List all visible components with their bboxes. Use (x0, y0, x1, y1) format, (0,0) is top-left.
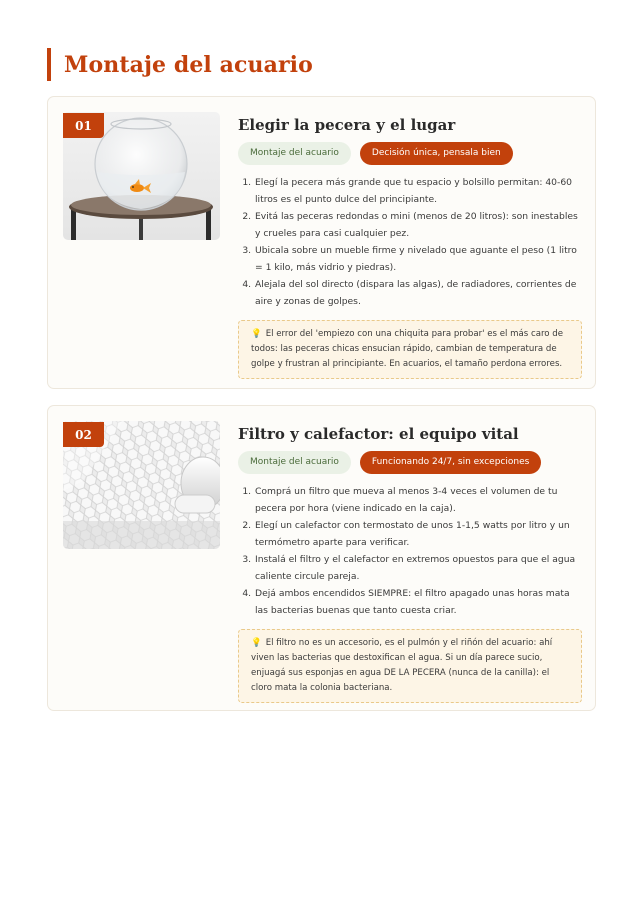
list-item: 3. Instalá el filtro y el calefactor en extremos opuestos para que el agua caliente circule pareja. (254, 551, 582, 585)
step-card (47, 96, 596, 389)
step-number-badge: 01 (63, 113, 104, 138)
step-title: Elegir la pecera y el lugar (238, 116, 456, 134)
list-item: 2. Elegí un calefactor con termostato de unos 1-1,5 watts por litro y un termómetro aparte para verificar. (254, 517, 582, 551)
tag-row (238, 451, 582, 474)
tag-row (238, 142, 582, 165)
list-item: 1. Elegí la pecera más grande que tu espacio y bolsillo permitan: 40-60 litros es el punto dulce del principiante. (254, 174, 582, 208)
lightbulb-icon: 💡 (251, 638, 262, 648)
list-item: 2. Evitá las peceras redondas o mini (menos de 20 litros): son inestables y crueles para casi cualquier pez. (254, 208, 582, 242)
tip-box (238, 629, 582, 703)
step-content (238, 97, 582, 379)
step-list (238, 483, 582, 619)
tip-text: El filtro no es un accesorio, es el pulmón y el riñón del acuario: ahí viven las bacterias que destoxifican el agua. Si un día parece sucio, enjuagá sus esponjas en agua DE LA PECERA (nunca de la canilla): el cloro mata la colonia bacteriana. (251, 638, 553, 693)
step-title: Filtro y calefactor: el equipo vital (238, 425, 519, 443)
category-tag: Montaje del acuario (238, 142, 351, 165)
page-title: Montaje del acuario (64, 51, 313, 78)
list-item: 3. Ubicala sobre un mueble firme y nivelado que aguante el peso (1 litro = 1 kilo, más vidrio y piedras). (254, 242, 582, 276)
step-list (238, 174, 582, 310)
note-tag: Decisión única, pensala bien (360, 142, 513, 165)
list-item: 1. Comprá un filtro que mueva al menos 3-4 veces el volumen de tu pecera por hora (viene indicado en la caja). (254, 483, 582, 517)
accent-bar (47, 48, 51, 81)
page-header (47, 48, 313, 81)
tip-box (238, 320, 582, 379)
lightbulb-icon: 💡 (251, 329, 262, 339)
step-content (238, 406, 582, 703)
list-item: 4. Dejá ambos encendidos SIEMPRE: el filtro apagado unas horas mata las bacterias buenas que tanto cuesta criar. (254, 585, 582, 619)
tip-text: El error del 'empiezo con una chiquita para probar' es el más caro de todos: las peceras chicas ensucian rápido, cambian de temperatura de golpe y frustran al principiante. En acuarios, el tamaño perdona errores. (251, 329, 564, 369)
step-number-badge: 02 (63, 422, 104, 447)
category-tag: Montaje del acuario (238, 451, 351, 474)
step-card (47, 405, 596, 711)
list-item: 4. Alejala del sol directo (dispara las algas), de radiadores, corrientes de aire y zonas de golpes. (254, 276, 582, 310)
note-tag: Funcionando 24/7, sin excepciones (360, 451, 541, 474)
